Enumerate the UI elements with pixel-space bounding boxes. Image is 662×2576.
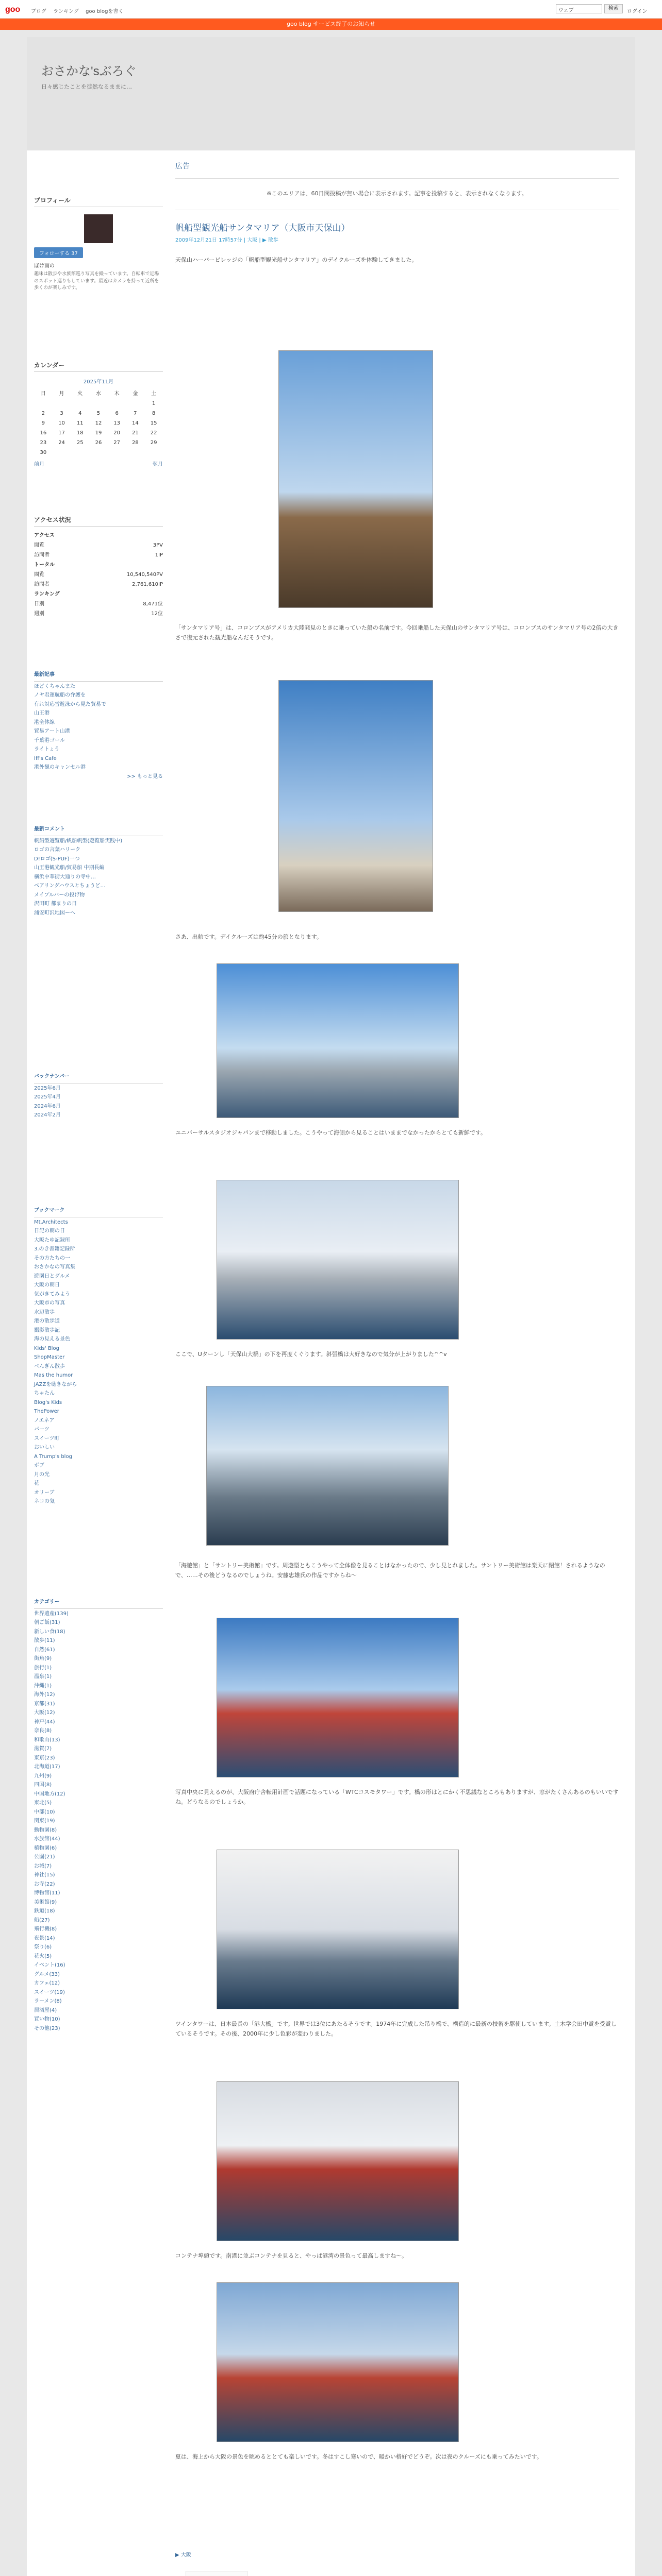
bookmark-link[interactable]: 3.のき書籍記録所 (34, 1246, 75, 1252)
cal-cell (108, 448, 126, 457)
backnumber-heading: バックナンバー (34, 1073, 163, 1083)
blog-description: 日々感じたことを徒然なるままに… (41, 83, 132, 90)
cal-day-fri: 金 (133, 391, 138, 397)
category-link[interactable]: 美術館(9) (34, 1899, 57, 1905)
bookmark-link[interactable]: 大阪市の写真 (34, 1300, 65, 1306)
category-link[interactable]: 散歩(11) (34, 1638, 55, 1643)
cal-day-thu: 木 (114, 391, 120, 397)
cal-cell: 20 (113, 430, 121, 436)
bookmark-link[interactable]: ちゃたん (34, 1391, 55, 1396)
calendar-section (34, 361, 163, 467)
post-paragraph: 「海遊館」と「サントリー美術館」です。周遊型ともこうやって全体像を見ることはなかったので、少し見とれました。サントリー美術館は楽天に閉館！されるようなので、……その後どうなるのでしょうね。安藤忠雄氏の作品ですからね〜 (175, 1562, 605, 1579)
cal-cell: 14 (132, 420, 139, 426)
category-link[interactable]: 植物園(6) (34, 1845, 57, 1851)
stat-value: 2,761,610IP (132, 582, 163, 587)
category-link[interactable]: 中部(10) (34, 1809, 55, 1815)
comment-link[interactable]: 浦安町沢地図ーヘ (34, 910, 75, 916)
nav-ranking[interactable]: ランキング (53, 9, 79, 14)
stat-label: 閲覧 (34, 572, 44, 578)
nav-blog[interactable]: ブログ (31, 9, 46, 14)
stat-value: 12位 (151, 611, 163, 617)
blog-header (27, 37, 635, 150)
calendar-table (34, 387, 163, 457)
calendar-month: 2025年11月 (83, 379, 114, 385)
recent-post-link[interactable]: ライトょう (34, 747, 60, 752)
cal-cell (34, 399, 53, 409)
bookmark-link[interactable]: ぺんぎん散歩 (34, 1363, 65, 1369)
more-posts-link[interactable]: >> もっと見る (127, 773, 163, 779)
login-link[interactable]: ログイン (627, 9, 648, 14)
category-link[interactable]: 滋賀(7) (34, 1746, 52, 1752)
profile-name[interactable]: ぼけ画の (34, 263, 55, 269)
stat-value: 8,471位 (143, 601, 163, 607)
cal-cell: 8 (152, 411, 156, 416)
cal-cell: 21 (132, 430, 139, 436)
post-paragraph: 「サンタマリア号」は、コロンブスがアメリカ大陸発見のときに乗っていた船の名前です。今回乗船した天保山のサンタマリア号は、コロンブスのサンタマリア号の2倍の大きさで復元された観光船なんだそうです。 (175, 624, 619, 641)
category-link[interactable]: グルメ(33) (34, 1971, 60, 1977)
cal-day-sun: 日 (40, 391, 46, 397)
bookmark-link[interactable]: 海の見える景色 (34, 1336, 70, 1342)
search-button[interactable]: 検索 (604, 4, 623, 13)
cal-cell: 5 (96, 411, 101, 416)
bookmark-link[interactable]: A Trump's blog (34, 1453, 72, 1460)
recent-post-link[interactable]: 港全体線 (34, 719, 55, 725)
follow-button[interactable]: フォローする 37 (34, 247, 83, 258)
blog-title[interactable]: おさかな'sぶろぐ (41, 64, 137, 78)
cal-cell (108, 399, 126, 409)
category-link[interactable]: 東北(5) (34, 1800, 52, 1806)
category-link[interactable]: お城(7) (34, 1863, 52, 1869)
category-link[interactable]: 世界遺産(139) (34, 1611, 69, 1617)
calendar-heading: カレンダー (34, 361, 163, 372)
bookmark-link[interactable]: ShopMaster (34, 1354, 65, 1360)
recent-post-link[interactable]: Iff's Cafe (34, 755, 57, 761)
category-link[interactable]: 沖縄(1) (34, 1683, 52, 1689)
avatar[interactable] (84, 214, 113, 243)
category-link[interactable]: 夜景(14) (34, 1935, 55, 1941)
bookmark-link[interactable]: ネコの気 (34, 1499, 55, 1504)
bookmark-link[interactable]: おいしい (34, 1445, 55, 1450)
calendar-prev-link[interactable]: 前月 (34, 462, 44, 467)
bookmark-link[interactable]: 遊園日とグルメ (34, 1273, 70, 1279)
cal-cell (71, 448, 89, 457)
cal-cell (126, 399, 145, 409)
bookmark-section (34, 1206, 163, 1507)
bookmark-link[interactable]: 港の散歩道 (34, 1318, 60, 1324)
bookmark-link[interactable]: 水辺散歩 (34, 1309, 55, 1315)
recent-comments-heading: 最新コメント (34, 826, 163, 836)
post-paragraph: さあ、出航です。デイクルーズは約45分の旅となります。 (175, 934, 322, 940)
backnumber-link[interactable]: 2024年2月 (34, 1112, 61, 1118)
category-link[interactable]: その他(23) (34, 2025, 60, 2031)
cal-cell: 17 (58, 430, 65, 436)
cal-cell: 29 (150, 440, 157, 446)
category-link[interactable]: 街角(9) (34, 1656, 52, 1662)
cal-cell: 2 (41, 411, 45, 416)
bookmark-link[interactable]: Mas the humor (34, 1372, 73, 1378)
search-input[interactable]: ウェブ (556, 4, 602, 13)
cal-cell: 23 (40, 440, 47, 446)
stat-label: 訪問者 (34, 582, 49, 587)
ad-label: 広告 (175, 162, 190, 171)
cal-cell (53, 399, 71, 409)
category-link[interactable]: 新しい食(18) (34, 1629, 65, 1635)
category-link[interactable]: 旅行(1) (34, 1665, 52, 1671)
category-link[interactable]: 自然(61) (34, 1647, 55, 1653)
category-section (34, 1597, 163, 2034)
cal-day-wed: 水 (95, 391, 101, 397)
category-link[interactable]: 祭り(6) (34, 1944, 52, 1950)
category-link[interactable]: 居酒屋(4) (34, 2007, 57, 2013)
post-title[interactable]: 帆船型観光船サンタマリア（大阪市天保山） (175, 223, 350, 233)
category-link[interactable]: 動物園(8) (34, 1827, 57, 1833)
bookmark-link[interactable]: オリーブ (34, 1489, 55, 1496)
cal-cell: 1 (152, 401, 156, 406)
cal-cell: 16 (40, 430, 47, 436)
bookmark-link[interactable]: おさかなの写真集 (34, 1264, 75, 1270)
profile-text: 趣味は散歩や水族館巡り写真を撮っています。自転車で近場のスポット巡りもしています。最近はカメラを持って近所を歩くのが楽しみです。 (34, 272, 159, 291)
category-link[interactable]: 買い物(10) (34, 2016, 60, 2022)
post-paragraph: ここで、Uターンし「天保山大橋」の下を再度くぐります。斜張橋は大好きなので気分が上がりました^^v (175, 1351, 447, 1358)
comment-link[interactable]: 山王港観光船/貿易船 中期長編 (34, 865, 105, 871)
category-link[interactable]: 水族館(44) (34, 1836, 60, 1842)
cal-cell: 22 (150, 430, 157, 436)
cal-cell: 7 (134, 411, 137, 416)
bookmark-link[interactable]: Blog's Kids (34, 1399, 62, 1405)
bookmark-link[interactable]: パーツ (34, 1427, 49, 1432)
bookmark-link[interactable]: 月の光 (34, 1471, 49, 1478)
category-link[interactable]: 船(27) (34, 1917, 50, 1923)
comment-link[interactable]: 帆船型遊覧船/帆船帆型(遊覧船実践中) (34, 838, 123, 844)
access-heading: アクセス状況 (34, 515, 163, 527)
category-link[interactable]: 海外(12) (34, 1692, 55, 1698)
goo-logo[interactable]: goo (5, 5, 21, 14)
access-section (34, 515, 163, 619)
post-paragraph: 写真中央に見えるのが、大阪府庁舎転用計画で話題になっている「WTCコスモタワー」です。橋の形はとにかく不思議なところもありますが、窓がたくさんあるのもいいですね。どうなるのでしょうか。 (175, 1789, 619, 1805)
bookmark-link[interactable]: スイーツ町 (34, 1435, 60, 1442)
category-link[interactable]: 中国地方(12) (34, 1791, 65, 1797)
profile-section (34, 196, 163, 292)
cal-cell: 25 (76, 440, 84, 446)
category-link[interactable]: カフェ(12) (34, 1980, 60, 1986)
cal-cell (89, 399, 108, 409)
photo-ferris-wheel[interactable] (217, 963, 459, 1118)
cal-cell: 30 (40, 450, 47, 455)
recent-post-link[interactable]: 山王港 (34, 710, 49, 716)
stat-label: 訪問者 (34, 552, 49, 558)
cal-cell: 18 (76, 430, 84, 436)
top-bar (0, 0, 662, 19)
bookmark-link[interactable]: 撮影散歩記 (34, 1327, 60, 1333)
category-link[interactable]: 博物館(11) (34, 1890, 60, 1896)
recent-posts-heading: 最新記事 (34, 671, 163, 682)
ad-notice: ※このエリアは、60日間投稿が無い場合に表示されます。記事を投稿すると、表示されなくなります。 (175, 178, 619, 197)
cal-day-tue: 火 (77, 391, 83, 397)
recent-post-link[interactable]: 貿易アート山港 (34, 728, 70, 734)
category-link[interactable]: 花火(5) (34, 1953, 52, 1959)
recent-comments-section (34, 824, 163, 919)
top-nav (31, 7, 128, 14)
cal-cell: 27 (113, 440, 121, 446)
cal-day-mon: 月 (59, 391, 64, 397)
bookmark-link[interactable]: 気がきてみよう (34, 1291, 70, 1297)
ranking-banner[interactable] (186, 2571, 247, 2576)
comment-link[interactable]: メイプルバーの投げ物 (34, 892, 85, 898)
category-heading: カテゴリー (34, 1599, 163, 1609)
category-link[interactable]: 京都(31) (34, 1701, 55, 1707)
bookmark-link[interactable]: Mt.Architects (34, 1219, 68, 1225)
backnumber-link[interactable]: 2024年6月 (34, 1103, 61, 1109)
total-label: トータル (34, 562, 55, 568)
calendar-next-link[interactable]: 翌月 (153, 462, 163, 467)
comment-link[interactable]: 沢田町 都まりの日 (34, 901, 77, 907)
bookmark-heading: ブックマーク (34, 1207, 163, 1217)
comment-link[interactable]: D!ロゴ(S-PUF)一つ (34, 856, 80, 862)
cal-cell: 3 (60, 411, 63, 416)
photo-santa-maria-ship[interactable] (278, 350, 433, 608)
category-link[interactable]: 朝ご飯(31) (34, 1620, 60, 1625)
category-link[interactable]: 飛行機(8) (34, 1926, 57, 1932)
category-link[interactable]: スイーツ(19) (34, 1989, 65, 1995)
bookmark-link[interactable]: Kids' Blog (34, 1345, 59, 1351)
nav-write[interactable]: goo blogを書く (86, 9, 124, 14)
recent-post-link[interactable]: 有れ対応雪遊泳から見た貿易で (34, 701, 106, 707)
stat-value: 3PV (153, 543, 163, 548)
category-link[interactable]: 公園(21) (34, 1854, 55, 1860)
tag-label: 大阪 (180, 2552, 191, 2558)
category-link[interactable]: 大阪(12) (34, 1710, 55, 1716)
post-paragraph: ユニバーサルスタジオジャパンまで移動しました。こうやって海側から見ることはいままでなかったからとても新鮮です。 (175, 1129, 487, 1136)
backnumber-link[interactable]: 2025年4月 (34, 1094, 61, 1100)
category-link[interactable]: 四国(8) (34, 1782, 52, 1788)
cal-cell (53, 448, 71, 457)
category-link[interactable]: 神戸(44) (34, 1719, 55, 1725)
post-paragraph: 天保山ハーバービレッジの「帆船型観光船サンタマリア」のデイクルーズを体験してきました。 (175, 257, 418, 263)
stat-value: 10,540,540PV (126, 572, 163, 578)
cal-cell: 10 (58, 420, 65, 426)
category-link[interactable]: 関東(19) (34, 1818, 55, 1824)
cal-cell: 19 (95, 430, 102, 436)
category-link[interactable]: 温泉(1) (34, 1674, 52, 1680)
bookmark-link[interactable]: 大阪たゆ記録所 (34, 1237, 70, 1243)
service-end-notice[interactable]: goo blog サービス終了のお知らせ (0, 19, 662, 30)
cal-cell (126, 448, 145, 457)
post-paragraph: 夏は、海上から大阪の景色を眺めるととても楽しいです。冬はすこし寒いので、暖かい格好でどうぞ。次は夜のクルーズにも乗ってみたいです。 (175, 2453, 542, 2460)
bookmark-link[interactable]: 大阪の朝日 (34, 1282, 60, 1288)
bookmark-link[interactable]: ノエネア (34, 1417, 55, 1423)
photo-container-terminal[interactable] (217, 2282, 459, 2442)
category-link[interactable]: お寺(22) (34, 1881, 55, 1887)
bookmark-link[interactable]: その方たちの一 (34, 1255, 70, 1261)
photo-kaiyukan-aquarium[interactable] (217, 1618, 459, 1777)
post-tag[interactable]: ▶ 大阪 (175, 2552, 191, 2558)
bookmark-link[interactable]: ボブ (34, 1463, 44, 1468)
category-link[interactable]: 東京(23) (34, 1755, 55, 1761)
category-link[interactable]: 九州(9) (34, 1773, 52, 1779)
cal-cell: 26 (95, 440, 102, 446)
recent-posts-section (34, 670, 163, 782)
bookmark-link[interactable]: ThePower (34, 1409, 59, 1414)
cal-cell: 15 (150, 420, 157, 426)
backnumber-section (34, 1072, 163, 1121)
cal-cell (144, 448, 163, 457)
stat-label: 日別 (34, 601, 44, 607)
recent-post-link[interactable]: 千葉港ゴール (34, 737, 65, 743)
recent-post-link[interactable]: ノヤ君運航船の弁護を (34, 692, 86, 698)
cal-cell: 12 (95, 420, 102, 426)
recent-post-link[interactable]: 港外観のキャンセル港 (34, 765, 86, 770)
cal-cell: 24 (58, 440, 65, 446)
ranking-label: ランキング (34, 591, 60, 597)
access-label: アクセス (34, 533, 55, 538)
profile-heading: プロフィール (34, 196, 163, 207)
post-paragraph: ツインタワーは、日本最長の「港大橋」です。世界では3位にあたるそうです。1974年に完成した吊り橋で、構造的に最新の技術を駆使しています。土木学会田中賞を受賞しているそうです。その後、2000年に少し色彩が変わりました。 (175, 2021, 617, 2037)
comment-link[interactable]: 横浜中華街大通りの寺中… (34, 874, 96, 880)
post-paragraph: コンテナ埠頭です。南港に並ぶコンテナを見ると、やっぱ港湾の景色って最高しますね〜。 (175, 2252, 408, 2259)
post-meta: 2009年12月21日 17時57分 | 大阪 | ▶ 散歩 (175, 238, 278, 243)
cal-cell: 13 (113, 420, 121, 426)
comment-link[interactable]: ロゴの言葉ハリーク (34, 847, 80, 853)
photo-tempozan-bridge[interactable] (206, 1386, 449, 1546)
cal-cell: 4 (78, 411, 82, 416)
bookmark-link[interactable]: JAZZを聴きながら (34, 1381, 77, 1387)
main-content (175, 160, 619, 265)
backnumber-link[interactable]: 2025年6月 (34, 1085, 61, 1091)
cal-cell (89, 448, 108, 457)
comment-link[interactable]: ベアリングハウスとちょうど… (34, 883, 106, 889)
stat-label: 閲覧 (34, 543, 44, 548)
category-link[interactable]: 鉄道(18) (34, 1908, 55, 1914)
category-link[interactable]: 北海道(17) (34, 1764, 60, 1770)
photo-wtc-cosmo-tower[interactable] (217, 1850, 459, 2009)
photo-minato-bridge[interactable] (217, 2081, 459, 2241)
photo-ship-mast[interactable] (278, 680, 433, 912)
stat-value: 1IP (155, 552, 163, 558)
cal-cell (71, 399, 89, 409)
category-link[interactable]: 和歌山(13) (34, 1737, 60, 1743)
cal-cell: 28 (132, 440, 139, 446)
category-link[interactable]: ラーメン(8) (34, 1998, 62, 2004)
bookmark-link[interactable]: 花 (34, 1481, 39, 1486)
bookmark-link[interactable]: 日記の朝の日 (34, 1228, 65, 1234)
stat-label: 週別 (34, 611, 44, 617)
cal-cell: 6 (115, 411, 119, 416)
category-link[interactable]: 奈良(8) (34, 1728, 52, 1734)
photo-usj-waterfront[interactable] (217, 1180, 459, 1340)
cal-cell: 11 (76, 420, 84, 426)
category-link[interactable]: イベント(16) (34, 1962, 65, 1968)
cal-cell: 9 (41, 420, 45, 426)
category-link[interactable]: 神社(15) (34, 1872, 55, 1878)
recent-post-link[interactable]: ほどくちゃんまた (34, 683, 75, 689)
cal-day-sat: 土 (151, 391, 157, 397)
